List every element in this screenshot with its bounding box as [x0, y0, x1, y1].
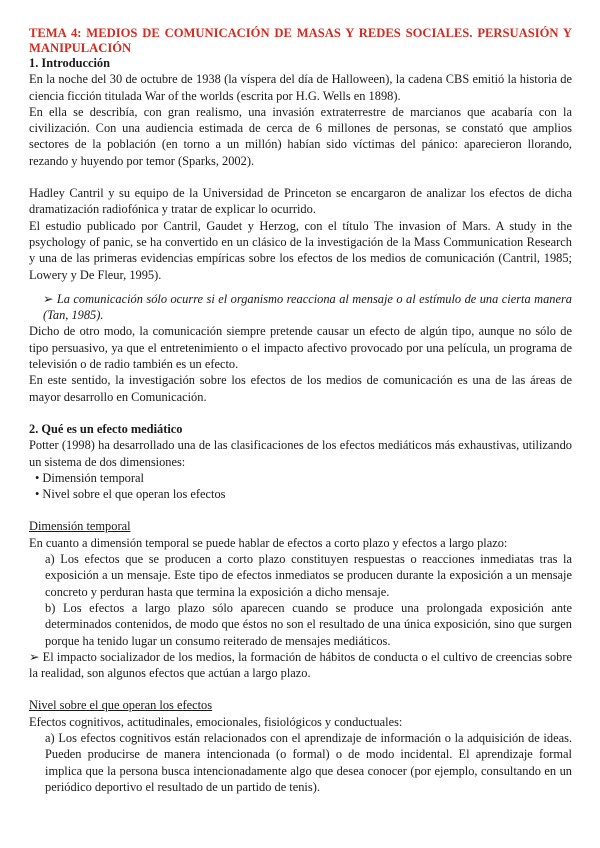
paragraph: En la noche del 30 de octubre de 1938 (la víspera del día de Halloween), la cadena CBS emitió la historia de ciencia ficción titulada War of the worlds (escrita por H.G. Wells en 1898). [29, 72, 572, 103]
paragraph: En ella se describía, con gran realismo, una invasión extraterrestre de marcianos que acabaría con la civilización. Con una audiencia estimada de cerca de 6 millones de personas, se constató que amplios sectores de la población (en torno a un millón) habían sido víctimas del pánico: aparecieron llorando, rezando y huyendo por temor (Sparks, 2002). [29, 104, 572, 168]
list-item: b) Los efectos a largo plazo sólo aparecen cuando se produce una prolongada exposición ante determinados contenidos, de modo que éstos no son el resultado de una única exposición, sino que surgen porque ha tenido lugar un consumo reiterado de mensajes mediáticos. [45, 600, 572, 648]
list-item: a) Los efectos cognitivos están relacionados con el aprendizaje de información o la adquisición de ideas. Pueden producirse de manera intencionada (o formal) o de modo incidental. El aprendizaje formal implica que la persona busca intencionadamente algo que desea conocer (por ejemplo, consultando en un periódico deportivo el resultado de un partido de tenis). [45, 730, 572, 794]
list-item: • Dimensión temporal [35, 470, 144, 485]
paragraph: Hadley Cantril y su equipo de la Universidad de Princeton se encargaron de analizar los efectos de dicha dramatización radiofónica y tratar de explicar lo ocurrido. [29, 186, 572, 217]
section-heading-introduccion: 1. Introducción [29, 56, 111, 70]
list-item: • Nivel sobre el que operan los efectos [35, 487, 226, 502]
paragraph: ➢ El impacto socializador de los medios, la formación de hábitos de conducta o el cultivo de creencias sobre la realidad, son algunos efectos que actúan a largo plazo. [29, 649, 572, 681]
quote [29, 291, 572, 324]
list-item: a) Los efectos que se producen a corto plazo constituyen respuestas o reacciones inmediatas tras la exposición a un mensaje. Este tipo de efectos inmediatos se producen durante la exposición a un mensaje concreto y perduran hasta que termina la exposición a dicho mensaje. [45, 552, 572, 599]
paragraph: Potter (1998) ha desarrollado una de las clasificaciones de los efectos mediáticos más exhaustivas, utilizando un sistema de dos dimensiones: [29, 438, 572, 469]
paragraph: Dicho de otro modo, la comunicación siempre pretende causar un efecto de algún tipo, aunque no sólo de tipo persuasivo, ya que el entretenimiento o el impacto afectivo provocado por una película, un programa de televisión o de radio también es un efecto. [29, 324, 572, 372]
arrow-bullet-icon: ➢ [43, 291, 54, 306]
section-heading-efecto-mediatico: 2. Qué es un efecto mediático [29, 421, 183, 436]
quote-text: La comunicación sólo ocurre si el organismo reacciona al mensaje o al estímulo de una cierta manera (Tan, 1985). [43, 291, 572, 323]
paragraph: En cuanto a dimensión temporal se puede hablar de efectos a corto plazo y efectos a largo plazo: [29, 535, 508, 550]
subheading-nivel: Nivel sobre el que operan los efectos [29, 698, 213, 713]
paragraph: Efectos cognitivos, actitudinales, emocionales, fisiológicos y conductuales: [29, 714, 403, 729]
paragraph: El estudio publicado por Cantril, Gaudet y Herzog, con el título The invasion of Mars. A study in the psychology of panic, se ha convertido en un clásico de la investigación de la Mass Communication Research y una de las primeras evidencias empíricas sobre los efectos de los medios de comunicación (Cantril, 1985; Lowery y De Fleur, 1995). [29, 218, 572, 282]
page-title: TEMA 4: MEDIOS DE COMUNICACIÓN DE MASAS Y REDES SOCIALES. PERSUASIÓN Y MANIPULACIÓN [29, 26, 572, 55]
paragraph: En este sentido, la investigación sobre los efectos de los medios de comunicación es una de las áreas de mayor desarrollo en Comunicación. [29, 373, 572, 404]
subheading-dimension-temporal: Dimensión temporal [29, 519, 131, 534]
